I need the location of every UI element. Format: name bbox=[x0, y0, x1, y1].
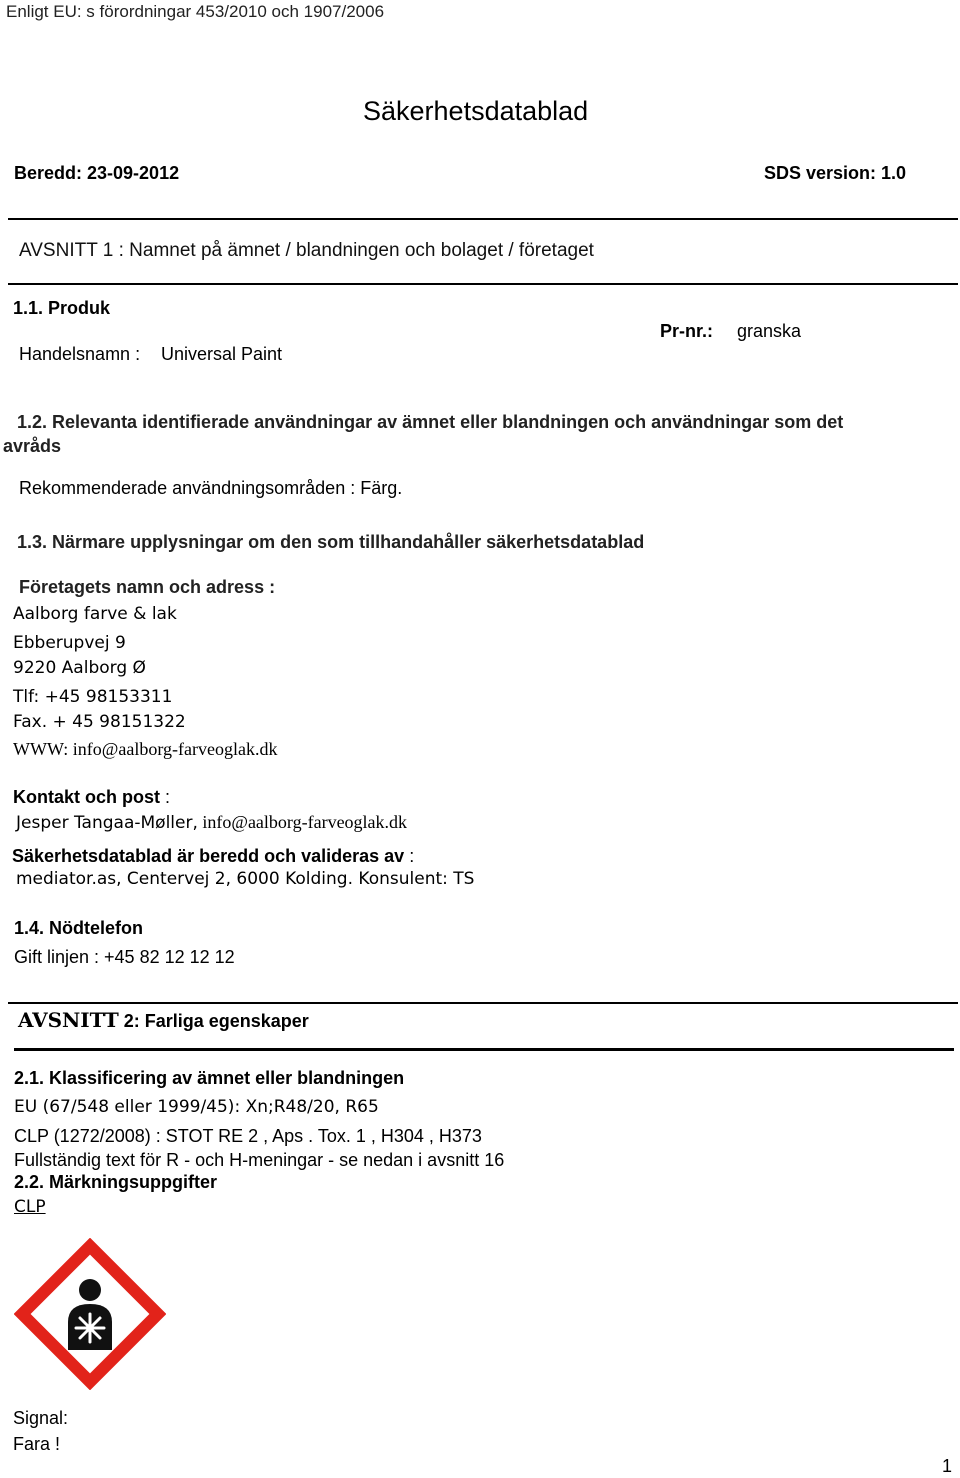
contact-email[interactable]: info@aalborg-farveoglak.dk bbox=[197, 812, 408, 832]
signal-label: Signal: bbox=[13, 1408, 69, 1428]
prepared-by-value: mediator.as, Centervej 2, 6000 Kolding. Konsulent: TS bbox=[16, 869, 475, 889]
pr-nr-value: granska bbox=[737, 321, 802, 341]
section2-heading-b: 2: Farliga egenskaper bbox=[118, 1011, 309, 1031]
section-1-1-title: 1.1. Produk bbox=[13, 298, 111, 318]
company-fax: Fax. + 45 98151322 bbox=[13, 712, 186, 732]
section2-heading bbox=[18, 1008, 309, 1032]
contact-line bbox=[16, 812, 407, 833]
company-name: Aalborg farve & lak bbox=[13, 604, 177, 624]
section-1-2-title-cont: avråds bbox=[3, 436, 62, 456]
contact-label: Kontakt och post bbox=[13, 787, 160, 807]
section-2-1-title: 2.1. Klassificering av ämnet eller blandningen bbox=[14, 1068, 405, 1088]
company-phone: Tlf: +45 98153311 bbox=[13, 687, 173, 707]
prepared-by-label: Säkerhetsdatablad är beredd och valideras av bbox=[12, 846, 405, 866]
company-street: Ebberupvej 9 bbox=[13, 633, 126, 653]
poison-line: Gift linjen : +45 82 12 12 12 bbox=[14, 947, 235, 967]
trade-name-label: Handelsnamn : bbox=[19, 344, 141, 364]
sds-version: SDS version: 1.0 bbox=[764, 163, 907, 183]
contact-label-line bbox=[13, 787, 170, 808]
company-label: Företagets namn och adress : bbox=[19, 577, 276, 597]
section-1-4-title: 1.4. Nödtelefon bbox=[14, 918, 144, 938]
page-number: 1 bbox=[942, 1456, 953, 1476]
fulltext-note: Fullständig text för R - och H-meningar - se nedan i avsnitt 16 bbox=[14, 1150, 505, 1170]
prepared-by-colon: : bbox=[404, 846, 415, 866]
pr-nr-label: Pr-nr.: bbox=[660, 321, 714, 341]
trade-name-value: Universal Paint bbox=[161, 344, 283, 364]
health-hazard-icon bbox=[14, 1238, 166, 1390]
section2-heading-a: AVSNITT bbox=[18, 1008, 119, 1032]
section-1-3-title: 1.3. Närmare upplysningar om den som tillhandahåller säkerhetsdatablad bbox=[17, 532, 645, 552]
divider bbox=[8, 1002, 958, 1004]
signal-word: Fara ! bbox=[13, 1434, 61, 1454]
starburst-center bbox=[86, 1324, 94, 1332]
section-1-2-title: 1.2. Relevanta identifierade användningar av ämnet eller blandningen och användningar som det bbox=[17, 412, 844, 432]
section-2-2-title: 2.2. Märkningsuppgifter bbox=[14, 1172, 218, 1192]
regulation-header: Enligt EU: s förordningar 453/2010 och 1907/2006 bbox=[6, 2, 385, 21]
clp-link[interactable]: CLP bbox=[14, 1197, 46, 1217]
company-city: 9220 Aalborg Ø bbox=[13, 658, 146, 678]
divider bbox=[8, 283, 958, 285]
clp-classification: CLP (1272/2008) : STOT RE 2 , Aps . Tox. 1 , H304 , H373 bbox=[14, 1126, 482, 1146]
contact-colon: : bbox=[160, 787, 171, 807]
prepared-date: Beredd: 23-09-2012 bbox=[14, 163, 180, 183]
divider bbox=[8, 218, 958, 220]
section1-heading: AVSNITT 1 : Namnet på ämnet / blandningen och bolaget / företaget bbox=[19, 240, 594, 261]
eu-classification: EU (67/548 eller 1999/45): Xn;R48/20, R65 bbox=[14, 1097, 379, 1117]
page-title: Säkerhetsdatablad bbox=[363, 96, 589, 126]
recommended-uses: Rekommenderade användningsområden : Färg. bbox=[19, 478, 403, 498]
prepared-by-label-line bbox=[12, 846, 414, 867]
divider bbox=[14, 1048, 954, 1051]
contact-name: Jesper Tangaa-Møller, bbox=[16, 813, 198, 833]
company-www: WWW: info@aalborg-farveoglak.dk bbox=[13, 739, 278, 759]
